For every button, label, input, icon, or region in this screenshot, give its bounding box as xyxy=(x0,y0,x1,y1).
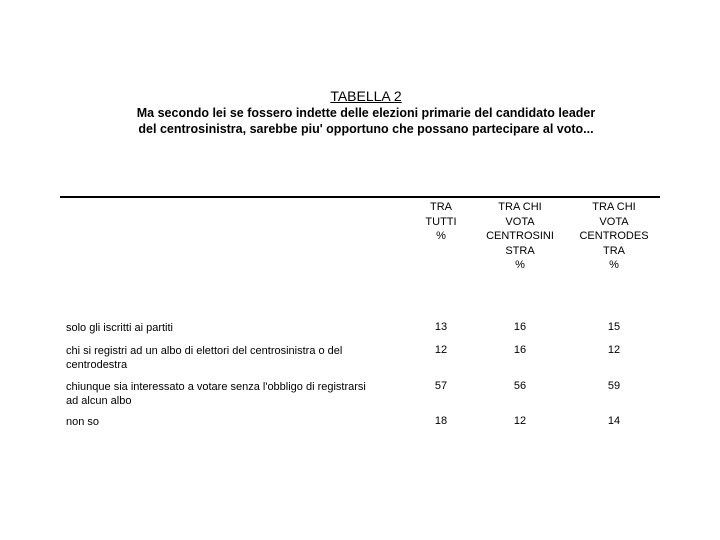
row-label-line: chi si registri ad un albo di elettori del centrosinistra o del xyxy=(66,345,343,357)
column-header-line: % xyxy=(436,230,446,242)
row-label-line: ad alcun albo xyxy=(66,395,132,407)
column-header-line: TUTTI xyxy=(425,215,457,228)
row-label-chiunque xyxy=(66,380,411,408)
row-label-albo-elettori xyxy=(66,344,411,372)
cell-value: 59 xyxy=(607,380,621,392)
cell-value: 13 xyxy=(434,321,448,333)
cell-value: 16 xyxy=(513,344,527,356)
cell-value: 14 xyxy=(607,415,621,427)
subtitle-line: del centrosinistra, sarebbe piu' opportuno che possano partecipare al voto... xyxy=(138,122,594,136)
column-header-centrodestra xyxy=(569,200,659,273)
row-label-non-so xyxy=(66,415,411,429)
row-label-line: non so xyxy=(66,416,100,428)
cell-value: 12 xyxy=(434,344,448,356)
row-label-line: solo gli iscritti ai partiti xyxy=(66,322,173,334)
cell-value: 12 xyxy=(513,415,527,427)
column-header-tra-tutti xyxy=(396,200,486,244)
table-subtitle xyxy=(0,105,720,137)
column-header-line: % xyxy=(609,259,619,271)
row-label-line: chiunque sia interessato a votare senza l'obbligo di registrarsi xyxy=(66,381,366,393)
row-label-line: centrodestra xyxy=(66,359,128,371)
column-header-line: TRA CHI xyxy=(592,201,636,213)
column-header-line: STRA xyxy=(505,244,535,257)
subtitle-line: Ma secondo lei se fossero indette delle elezioni primarie del candidato leader xyxy=(136,106,596,120)
column-header-line: % xyxy=(515,259,525,271)
table-title: TABELLA 2 xyxy=(330,88,402,104)
column-header-line: TRA xyxy=(430,201,452,213)
column-header-line: TRA xyxy=(603,244,625,257)
column-header-line: CENTRODES xyxy=(579,230,649,242)
cell-value: 18 xyxy=(434,415,448,427)
column-header-line: TRA CHI xyxy=(498,201,542,213)
column-header-centrosinistra xyxy=(475,200,565,273)
row-label-iscritti xyxy=(66,321,411,335)
column-header-line: CENTROSINI xyxy=(486,230,554,242)
column-header-line: VOTA xyxy=(505,215,535,228)
table-top-rule xyxy=(60,196,660,198)
cell-value: 15 xyxy=(607,321,621,333)
cell-value: 12 xyxy=(607,344,621,356)
cell-value: 57 xyxy=(434,380,448,392)
cell-value: 16 xyxy=(513,321,527,333)
cell-value: 56 xyxy=(513,380,527,392)
column-header-line: VOTA xyxy=(599,215,629,228)
